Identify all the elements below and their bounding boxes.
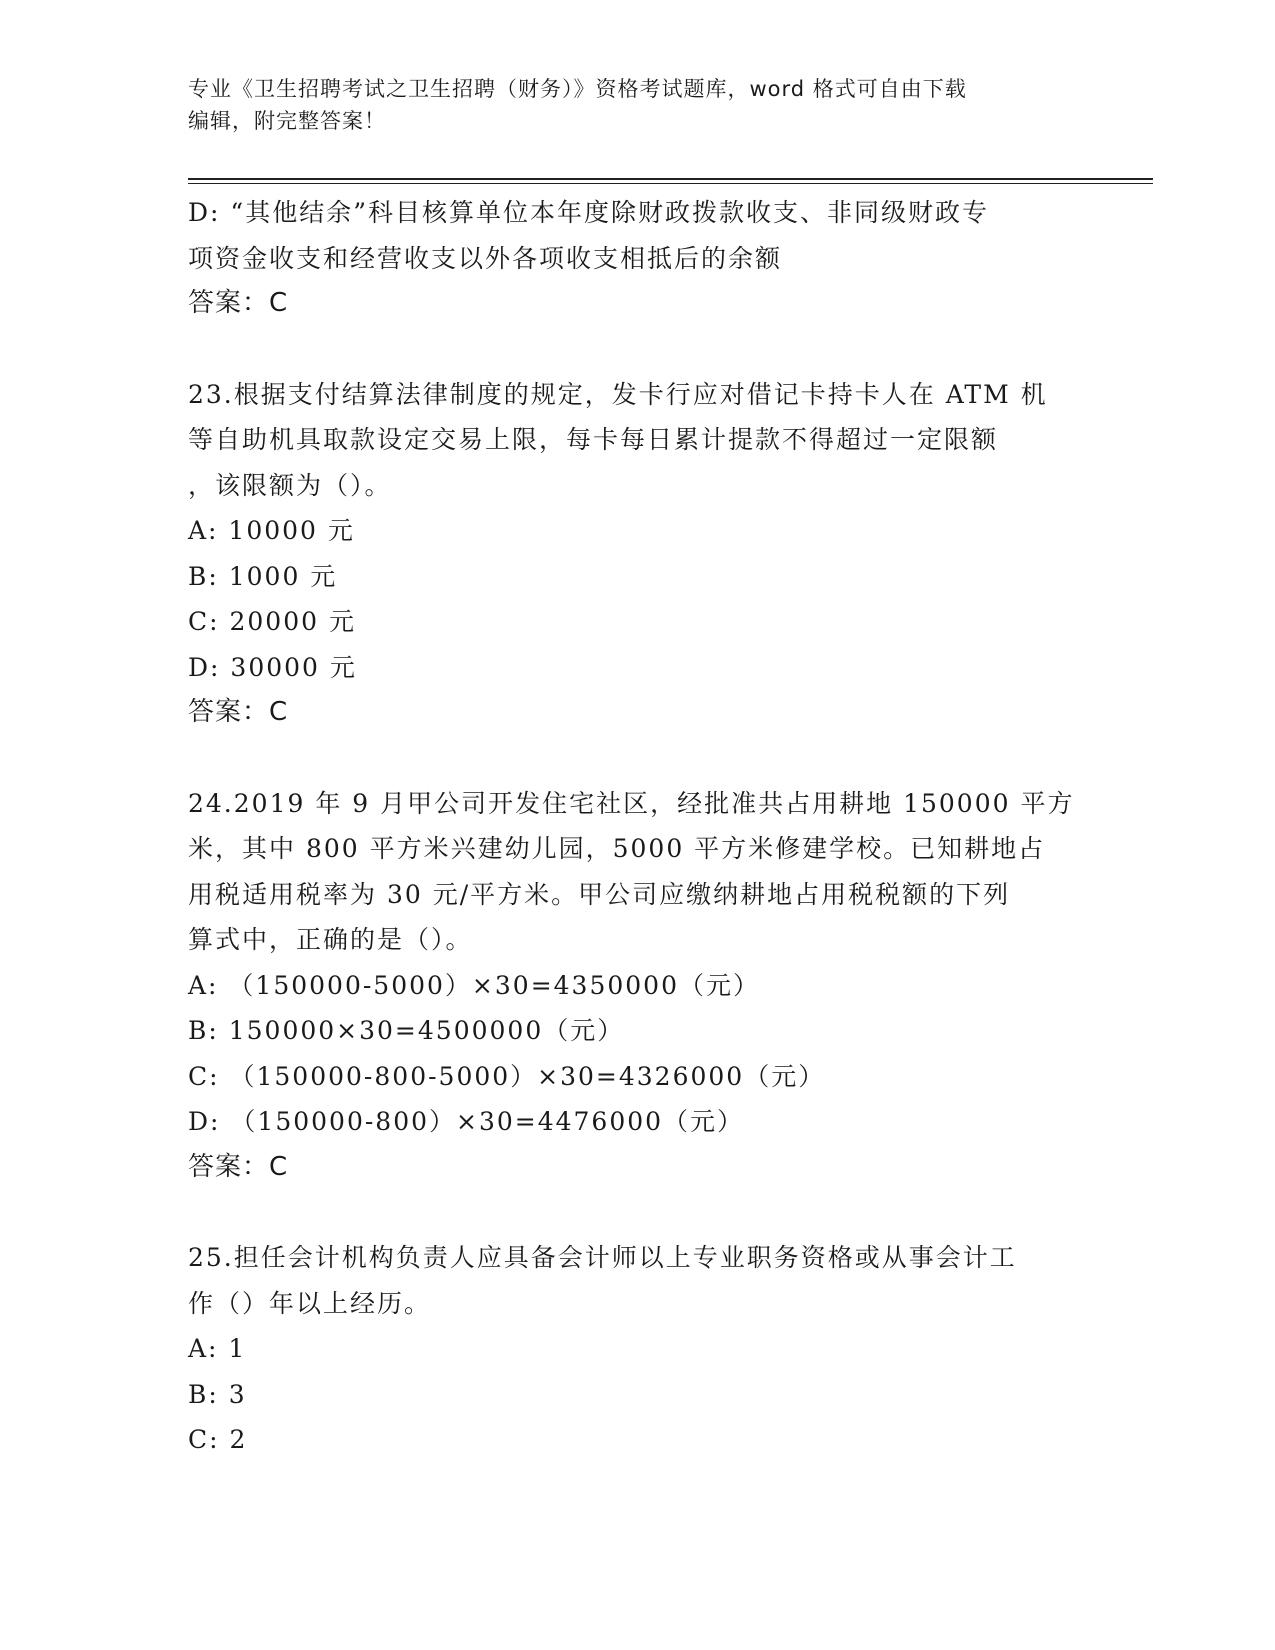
- option-d: D: （150000-800）×30=4476000（元）: [188, 1107, 745, 1136]
- option-b: B: 150000×30=4500000（元）: [188, 1016, 625, 1045]
- header-line-2: 编辑，附完整答案！: [188, 109, 386, 133]
- question-stem: ，该限额为（）。: [188, 470, 392, 500]
- option-d: D: 30000 元: [188, 652, 357, 682]
- question-stem: 用税适用税率为 30 元/平方米。甲公司应缴纳耕地占用税税额的下列: [188, 879, 1011, 909]
- spacer: [188, 736, 1068, 781]
- question-22-tail: [188, 190, 1068, 327]
- option-c: C: 2: [188, 1425, 248, 1454]
- question-stem: 算式中，正确的是（）。: [188, 925, 473, 954]
- question-stem: 作（）年以上经历。: [188, 1288, 432, 1318]
- question-23: [188, 372, 1068, 736]
- spacer: [188, 1190, 1068, 1235]
- option-c: C: （150000-800-5000）×30=4326000（元）: [188, 1061, 826, 1091]
- question-stem: 25.担任会计机构负责人应具备会计师以上专业职务资格或从事会计工: [188, 1243, 1017, 1272]
- question-24: [188, 781, 1075, 1191]
- answer-line: 答案：C: [188, 1151, 289, 1182]
- answer-line: 答案：C: [188, 697, 289, 727]
- header-line-1: 专业《卫生招聘考试之卫生招聘（财务）》资格考试题库，word 格式可自由下载: [188, 77, 967, 101]
- option-d: D: “其他结余”科目核算单位本年度除财政拨款收支、非同级财政专: [188, 198, 989, 227]
- document-body: [188, 190, 1075, 1463]
- spacer: [188, 327, 1068, 372]
- question-stem: 等自助机具取款设定交易上限，每卡每日累计提款不得超过一定限额: [188, 425, 999, 454]
- question-stem: 23.根据支付结算法律制度的规定，发卡行应对借记卡持卡人在 ATM 机: [188, 379, 1048, 409]
- question-stem: 米，其中 800 平方米兴建幼儿园，5000 平方米修建学校。已知耕地占: [188, 834, 1046, 863]
- header-divider-thick: [188, 178, 1153, 180]
- option-b: B: 3: [188, 1379, 247, 1409]
- option-a: A: 10000 元: [188, 516, 355, 545]
- question-stem: 24.2019 年 9 月甲公司开发住宅社区，经批准共占用耕地 150000 平方: [188, 788, 1075, 818]
- option-d-continued: 项资金收支和经营收支以外各项收支相抵后的余额: [188, 243, 783, 273]
- option-a: A: 1: [188, 1334, 247, 1363]
- document-header: [188, 73, 1068, 137]
- option-a: A: （150000-5000）×30=4350000（元）: [188, 970, 760, 1000]
- option-b: B: 1000 元: [188, 561, 338, 591]
- answer-line: 答案：C: [188, 288, 289, 318]
- header-divider-thin: [188, 183, 1153, 184]
- option-c: C: 20000 元: [188, 607, 356, 636]
- question-25: [188, 1235, 1068, 1463]
